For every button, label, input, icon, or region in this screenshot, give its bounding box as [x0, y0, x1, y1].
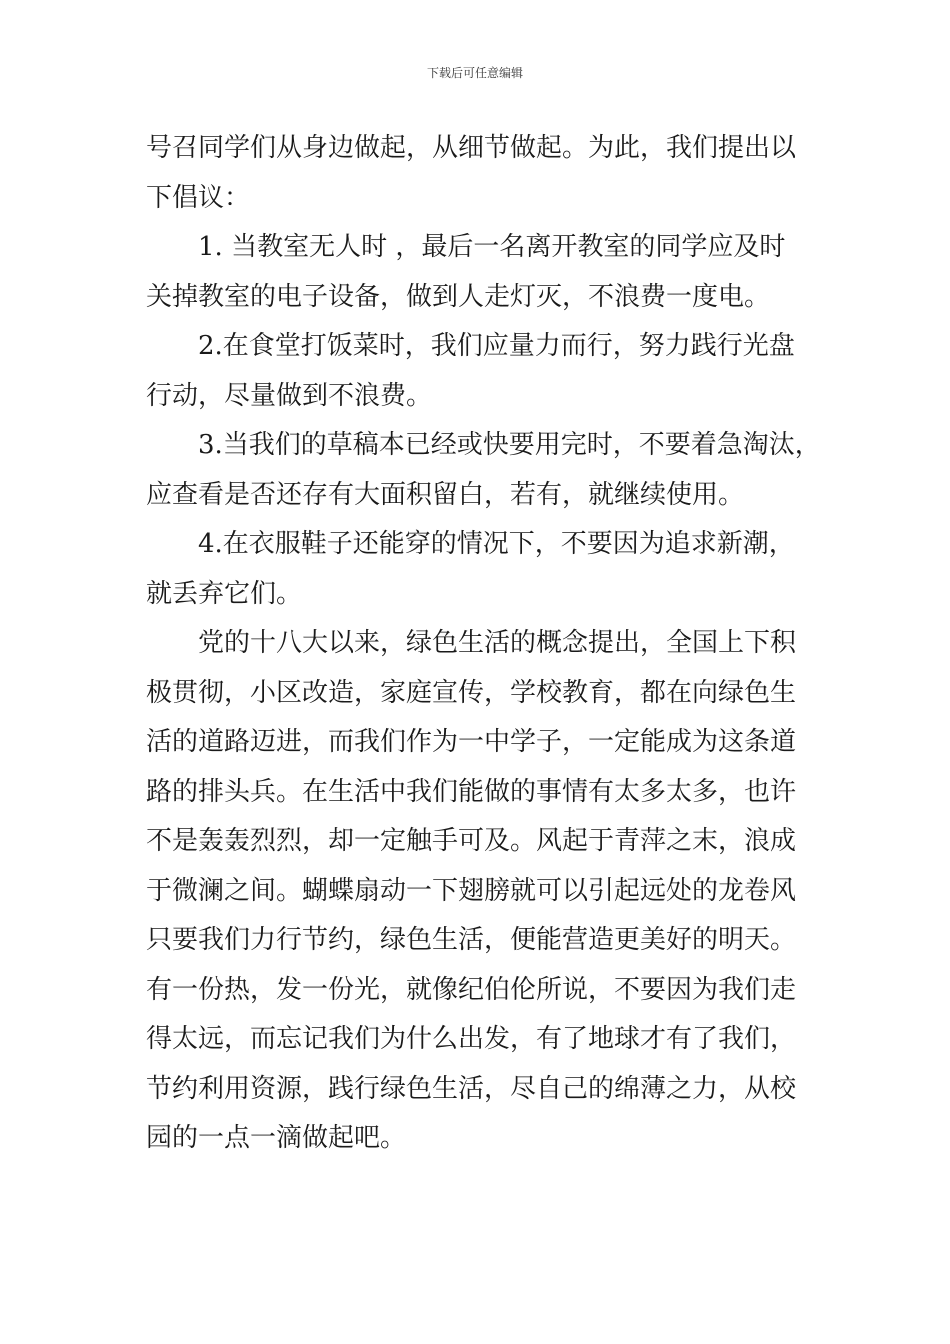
text-line: 2.在食堂打饭菜时，我们应量力而行，努力践行光盘 — [198, 331, 795, 361]
text-line: 园的一点一滴做起吧。 — [146, 1123, 407, 1153]
text-line: 就丢弃它们。 — [146, 578, 303, 609]
paragraph-item-4 — [146, 520, 826, 619]
text-line: 3.当我们的草稿本已经或快要用完时，不要着急淘汰， — [198, 430, 821, 460]
text-line: 号召同学们从身边做起，从细节做起。为此，我们提出以 — [146, 133, 797, 163]
text-line: 下倡议： — [146, 182, 251, 213]
text-line: 只要我们力行节约，绿色生活，便能营造更美好的明天。 — [146, 925, 797, 955]
text-line: 有一份热，发一份光，就像纪伯伦所说，不要因为我们走 — [146, 974, 797, 1005]
text-line: 4.在衣服鞋子还能穿的情况下，不要因为追求新潮， — [198, 529, 795, 559]
document-body — [146, 124, 826, 1164]
text-line: 极贯彻，小区改造，家庭宣传，学校教育，都在向绿色生 — [146, 677, 797, 708]
text-line: 节约利用资源，践行绿色生活，尽自己的绵薄之力，从校 — [146, 1073, 797, 1104]
text-line: 党的十八大以来，绿色生活的概念提出，全国上下积 — [198, 628, 797, 658]
text-line: 活的道路迈进，而我们作为一中学子，一定能成为这条道 — [146, 727, 797, 757]
paragraph-item-2 — [146, 322, 826, 421]
page-header-note: 下载后可任意编辑 — [426, 66, 523, 80]
text-line: 1. 当教室无人时 ，最后一名离开教室的同学应及时 — [198, 232, 786, 262]
paragraph-intro — [146, 124, 826, 223]
paragraph-item-1 — [146, 223, 826, 322]
text-line: 路的排头兵。在生活中我们能做的事情有太多太多，也许 — [146, 776, 797, 807]
text-line: 行动，尽量做到不浪费。 — [146, 380, 433, 411]
text-line: 于微澜之间。蝴蝶扇动一下翅膀就可以引起远处的龙卷风 — [146, 875, 797, 906]
text-line: 应查看是否还存有大面积留白，若有，就继续使用。 — [146, 479, 745, 510]
text-line: 不是轰轰烈烈，却一定触手可及。风起于青萍之末，浪成 — [146, 826, 797, 856]
paragraph-item-3 — [146, 421, 826, 520]
paragraph-conclusion — [146, 619, 826, 1164]
text-line: 得太远，而忘记我们为什么出发，有了地球才有了我们， — [146, 1024, 797, 1054]
text-line: 关掉教室的电子设备，做到人走灯灭，不浪费一度电。 — [146, 281, 771, 312]
